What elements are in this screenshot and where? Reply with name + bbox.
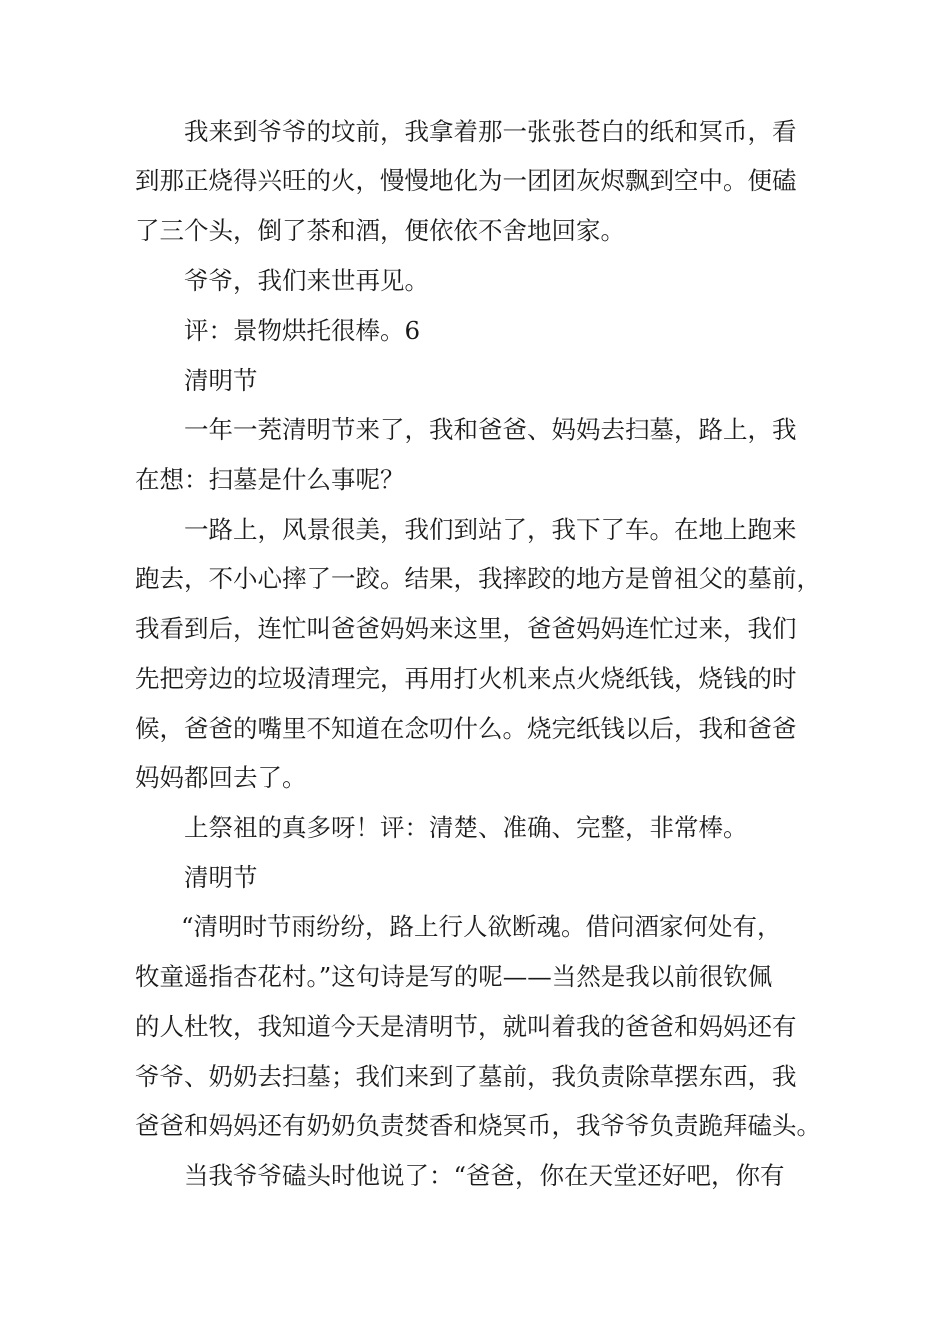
paragraph-line: 到那正烧得兴旺的火，慢慢地化为一团团灰烬飘到空中。便磕 bbox=[135, 166, 797, 195]
paragraph-line: 一路上，风景很美，我们到站了，我下了车。在地上跑来 bbox=[184, 515, 797, 544]
paragraph-line: 的人杜牧，我知道今天是清明节，就叫着我的爸爸和妈妈还有 bbox=[135, 1012, 797, 1041]
paragraph-line: 先把旁边的垃圾清理完，再用打火机来点火烧纸钱，烧钱的时 bbox=[135, 664, 797, 693]
paragraph-line: 在想：扫墓是什么事呢？ bbox=[135, 465, 405, 494]
section-title: 清明节 bbox=[184, 863, 258, 892]
paragraph-line: 爷爷，我们来世再见。 bbox=[184, 266, 429, 295]
paragraph-line: 爷爷、奶奶去扫墓；我们来到了墓前，我负责除草摆东西，我 bbox=[135, 1062, 797, 1091]
section-title: 清明节 bbox=[184, 366, 258, 395]
paragraph-line: 跑去，不小心摔了一跤。结果，我摔跤的地方是曾祖父的墓前， bbox=[135, 564, 821, 593]
paragraph-line: 牧童遥指杏花村。”这句诗是写的呢——当然是我以前很钦佩 bbox=[135, 962, 773, 991]
paragraph-line: 我来到爷爷的坟前，我拿着那一张张苍白的纸和冥币，看 bbox=[184, 117, 797, 146]
comment-line: 上祭祖的真多呀！评：清楚、准确、完整，非常棒。 bbox=[184, 813, 748, 842]
paragraph-line: “清明时节雨纷纷，路上行人欲断魂。借问酒家何处有， bbox=[181, 912, 782, 941]
comment-line: 评：景物烘托很棒。6 bbox=[184, 316, 421, 345]
paragraph-line: 一年一茺清明节来了，我和爸爸、妈妈去扫墓，路上，我 bbox=[184, 415, 797, 444]
paragraph-line: 妈妈都回去了。 bbox=[135, 763, 307, 792]
paragraph-line: 候，爸爸的嘴里不知道在念叨什么。烧完纸钱以后，我和爸爸 bbox=[135, 714, 797, 743]
paragraph-line: 了三个头，倒了茶和酒，便依依不舍地回家。 bbox=[135, 216, 625, 245]
paragraph-line: 爸爸和妈妈还有奶奶负责焚香和烧冥币，我爷爷负责跪拜磕头。 bbox=[135, 1111, 821, 1140]
paragraph-line: 我看到后，连忙叫爸爸妈妈来这里，爸爸妈妈连忙过来，我们 bbox=[135, 614, 797, 643]
paragraph-line: 当我爷爷磕头时他说了：“爸爸，你在天堂还好吧，你有 bbox=[184, 1161, 785, 1190]
